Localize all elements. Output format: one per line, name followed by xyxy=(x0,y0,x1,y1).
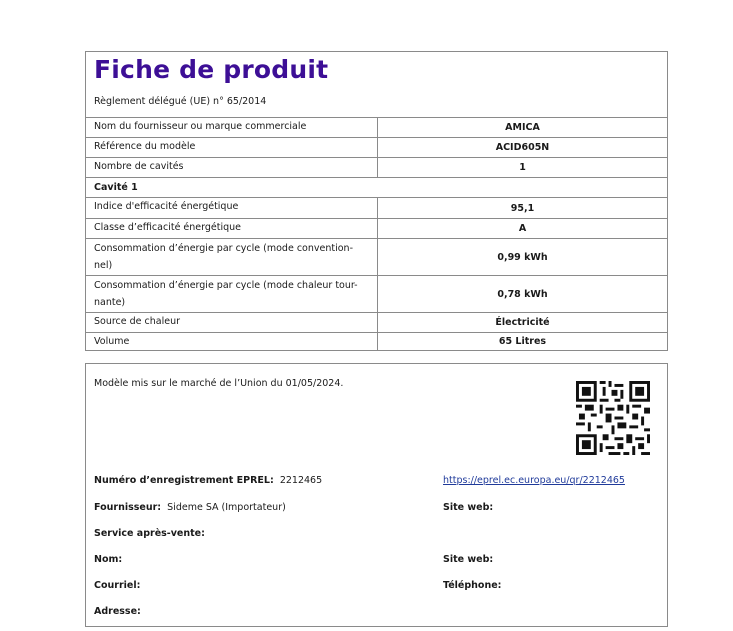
row-value: AMICA xyxy=(377,118,667,137)
table-row xyxy=(86,275,667,312)
row-value: 0,78 kWh xyxy=(377,276,667,312)
row-value: 95,1 xyxy=(377,198,667,218)
eprel-number: 2212465 xyxy=(279,475,323,486)
row-label: Volume xyxy=(94,336,130,347)
row-label-line: Consommation d’énergie par cycle (mode convention- xyxy=(94,243,353,254)
product-sheet-card xyxy=(85,51,668,351)
table-row xyxy=(86,238,667,275)
phone-label: Téléphone: xyxy=(443,580,502,591)
name-label: Nom: xyxy=(94,554,123,565)
table-row xyxy=(86,218,667,238)
row-label: Nombre de cavités xyxy=(94,161,184,172)
row-label-line: nel) xyxy=(94,260,113,271)
table-row xyxy=(86,312,667,332)
supplier-value: Sideme SA (Importateur) xyxy=(167,502,286,513)
supplier-info xyxy=(94,502,286,513)
eprel-label: Numéro d’enregistrement EPREL: xyxy=(94,475,274,486)
email-label: Courriel: xyxy=(94,580,141,591)
table-row xyxy=(86,117,667,137)
table-row xyxy=(86,332,667,350)
table-section-row xyxy=(86,177,667,197)
registration-info-card xyxy=(85,363,668,627)
qr-code-icon xyxy=(576,381,650,455)
row-value: Électricité xyxy=(377,313,667,332)
section-label: Cavité 1 xyxy=(94,182,138,193)
row-label: Source de chaleur xyxy=(94,316,181,327)
website-label: Site web: xyxy=(443,502,494,513)
row-label xyxy=(94,277,369,311)
eprel-link[interactable]: https://eprel.ec.europa.eu/qr/2212465 xyxy=(443,475,625,486)
regulation-text: Règlement délégué (UE) n° 65/2014 xyxy=(94,96,267,107)
table-row xyxy=(86,197,667,218)
row-value: 0,99 kWh xyxy=(377,239,667,275)
address-label: Adresse: xyxy=(94,606,141,617)
row-label-line: nante) xyxy=(94,297,126,308)
row-label xyxy=(94,240,369,274)
page-title: Fiche de produit xyxy=(94,55,329,84)
row-label: Indice d'efficacité énergétique xyxy=(94,201,239,212)
row-value: A xyxy=(377,219,667,238)
row-label: Classe d’efficacité énergétique xyxy=(94,222,242,233)
row-label-line: Consommation d’énergie par cycle (mode chaleur tour- xyxy=(94,280,358,291)
website-label-2: Site web: xyxy=(443,554,494,565)
row-label: Référence du modèle xyxy=(94,141,196,152)
supplier-label: Fournisseur: xyxy=(94,502,162,513)
eprel-registration xyxy=(94,475,322,486)
row-value: ACID605N xyxy=(377,138,667,157)
row-value: 65 Litres xyxy=(377,333,667,350)
row-value: 1 xyxy=(377,158,667,177)
market-date-text: Modèle mis sur le marché de l’Union du 01/05/2024. xyxy=(94,378,344,389)
after-sales-label: Service après-vente: xyxy=(94,528,205,539)
table-row xyxy=(86,157,667,177)
table-row xyxy=(86,137,667,157)
row-label: Nom du fournisseur ou marque commerciale xyxy=(94,121,307,132)
